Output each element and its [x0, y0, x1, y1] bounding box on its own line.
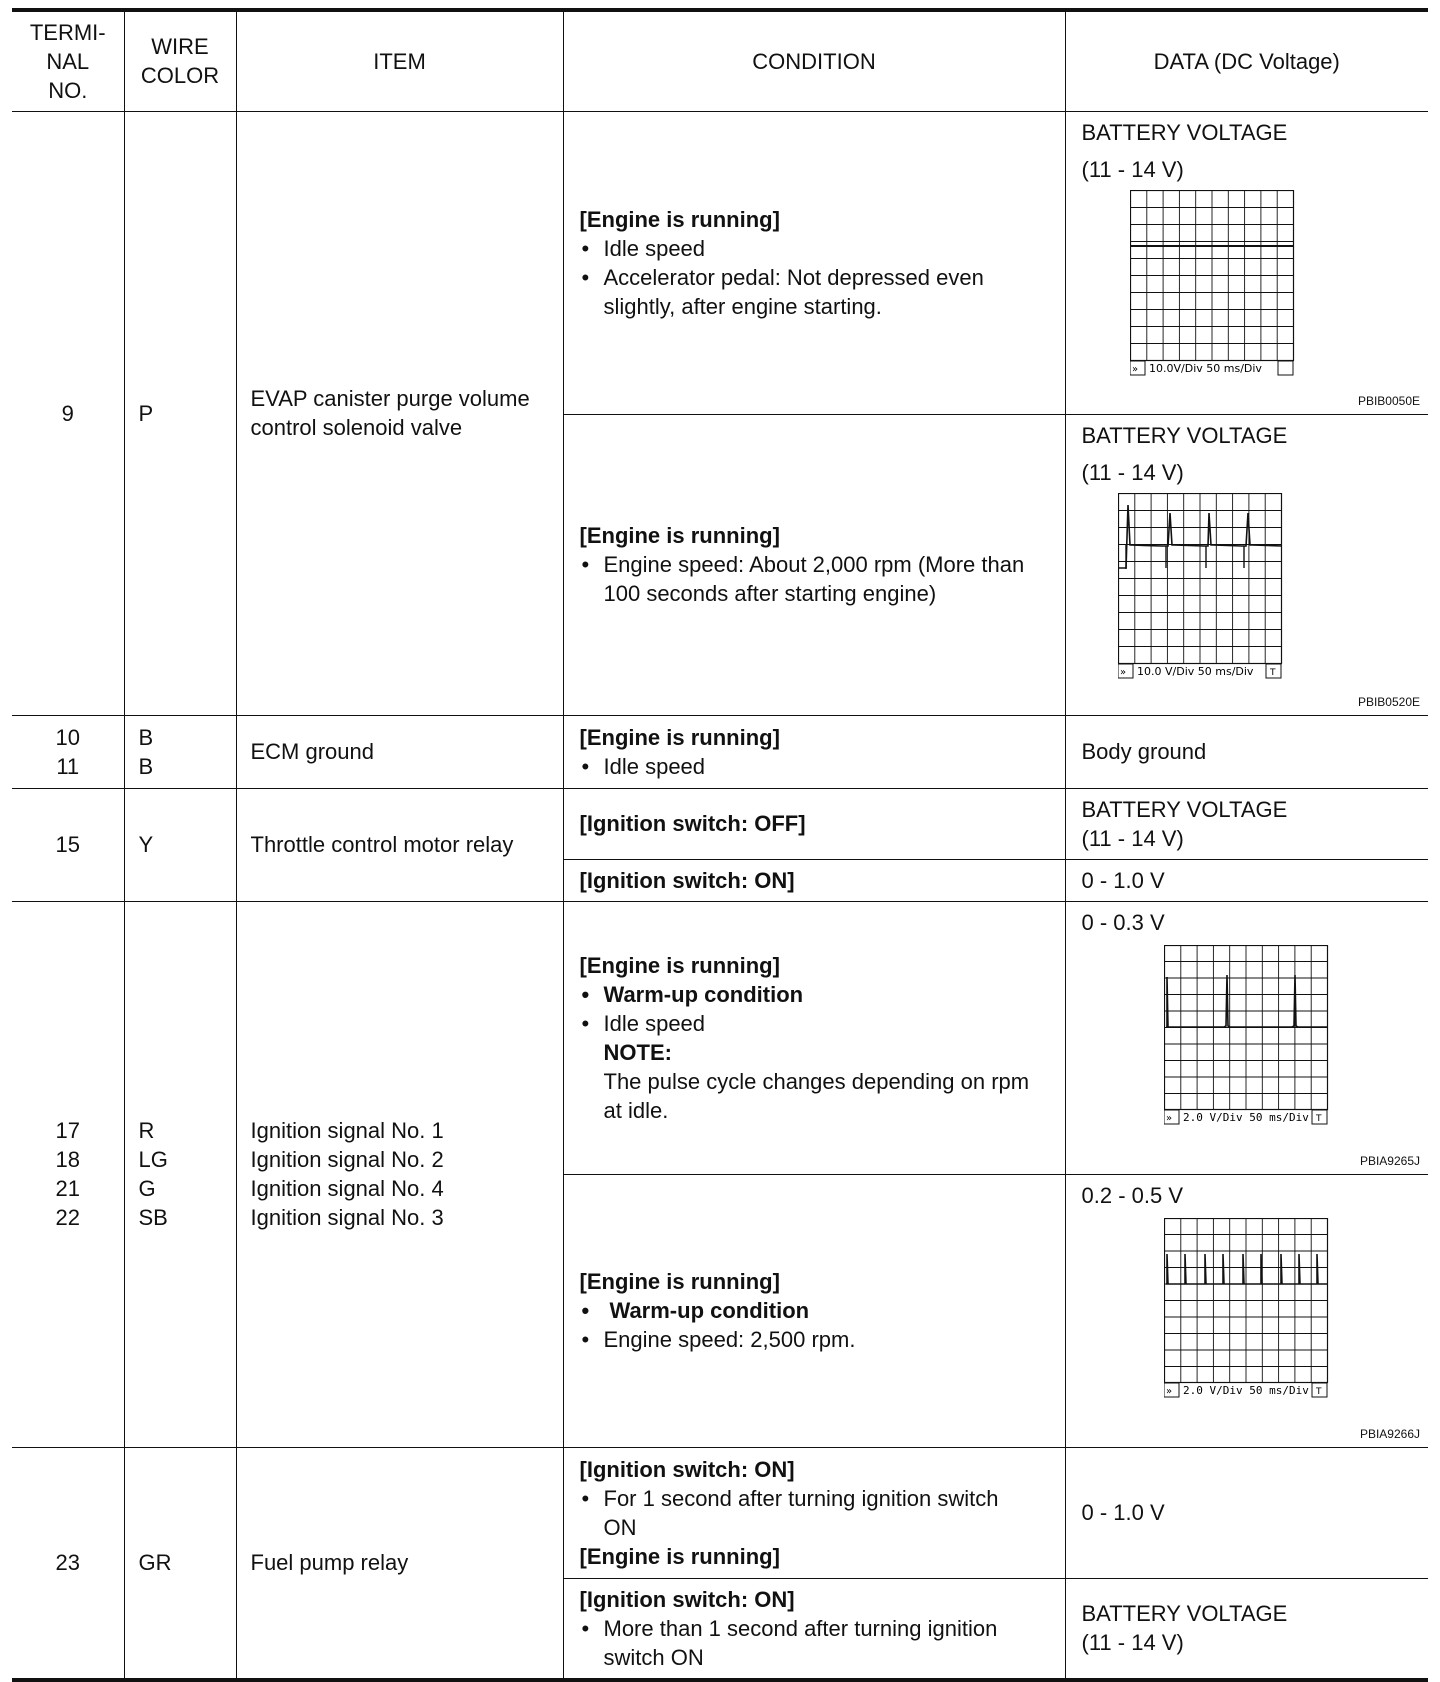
wire-cell: Y [124, 788, 236, 901]
svg-text:2.0 V/Div 50 ms/Div: 2.0 V/Div 50 ms/Div [1182, 1383, 1309, 1397]
terminal-cell [12, 715, 124, 788]
condition-list [580, 550, 1053, 608]
wire-color: LG [138, 1147, 168, 1172]
svg-text:T: T [1315, 1113, 1321, 1124]
header-terminal-line: NAL [46, 48, 90, 74]
condition-item: • Warm-up condition [580, 1296, 1053, 1325]
condition-item [580, 550, 1053, 608]
data-cell [1065, 1174, 1428, 1447]
svg-text:10.0 V/Div 50 ms/Div: 10.0 V/Div 50 ms/Div [1136, 664, 1253, 678]
condition-item: • Idle speed [580, 752, 1053, 781]
condition-cell [563, 1174, 1065, 1447]
terminal-spec-table [12, 8, 1428, 1682]
svg-text:T: T [1269, 667, 1275, 678]
item-cell: Fuel pump relay [236, 1447, 563, 1680]
oscilloscope-ignition-2500rpm [1164, 1218, 1332, 1402]
item-cell: ECM ground [236, 715, 563, 788]
condition-heading: [Ignition switch: OFF] [579, 811, 806, 836]
wire-cell: GR [124, 1447, 236, 1680]
wire-color: SB [138, 1205, 168, 1230]
condition-heading: [Engine is running] [579, 1543, 780, 1569]
data-value: (11 - 14 V) [1081, 825, 1184, 851]
wire-color: B [138, 724, 154, 750]
svg-text:»: » [1131, 363, 1138, 375]
data-cell [1065, 1578, 1428, 1680]
data-value: 0.2 - 0.5 V [1081, 1182, 1184, 1208]
terminal-cell: 9 [12, 111, 124, 715]
figure-id: PBIB0050E [1357, 393, 1420, 408]
data-cell [1065, 111, 1428, 414]
condition-cell [563, 788, 1065, 859]
header-terminal-line: TERMI- [29, 19, 106, 45]
figure-id: PBIB0520E [1357, 694, 1420, 709]
oscilloscope-waveform [1130, 190, 1421, 378]
note-line: The pulse cycle changes depending on rpm [603, 1068, 1030, 1094]
data-cell [1065, 788, 1428, 859]
figure-id: PBIA9265J [1359, 1153, 1420, 1168]
condition-item [580, 1614, 1053, 1672]
note-line: at idle. [603, 1097, 669, 1123]
header-wire-line: WIRE [151, 34, 209, 60]
condition-cell [563, 414, 1065, 715]
condition-item [580, 1009, 1053, 1125]
header-item: ITEM [236, 10, 563, 111]
data-value: BATTERY VOLTAGE [1081, 422, 1288, 448]
item-line: Ignition signal No. 2 [250, 1147, 444, 1172]
condition-heading: [Ignition switch: ON] [579, 1586, 795, 1612]
condition-heading: [Ignition switch: ON] [579, 1456, 795, 1482]
condition-item [580, 263, 1053, 321]
oscilloscope-waveform [1118, 493, 1421, 681]
svg-text:2.0 V/Div 50 ms/Div: 2.0 V/Div 50 ms/Div [1182, 1110, 1309, 1124]
item-line: Ignition signal No. 3 [250, 1205, 444, 1230]
item-cell [236, 111, 563, 715]
condition-list [580, 980, 1053, 1125]
table-row [12, 111, 1428, 414]
data-cell [1065, 901, 1428, 1174]
condition-line: • More than 1 second after turning ignition [603, 1615, 998, 1641]
condition-cell [563, 901, 1065, 1174]
header-wire-line: COLOR [140, 63, 220, 89]
condition-list [580, 234, 1053, 321]
header-data: DATA (DC Voltage) [1065, 10, 1428, 111]
note-heading: NOTE: [603, 1039, 672, 1065]
svg-text:»: » [1165, 1112, 1172, 1124]
item-line: control solenoid valve [250, 415, 463, 440]
condition-cell [563, 715, 1065, 788]
data-value: (11 - 14 V) [1081, 1630, 1184, 1655]
data-value: BATTERY VOLTAGE [1081, 1601, 1288, 1626]
table-row [12, 788, 1428, 859]
wire-color: G [138, 1176, 156, 1201]
header-condition: CONDITION [563, 10, 1065, 111]
data-cell: Body ground [1065, 715, 1428, 788]
oscilloscope-waveform [1164, 945, 1421, 1129]
oscilloscope-idle [1130, 190, 1298, 378]
wire-cell [124, 901, 236, 1447]
condition-item: • Idle speed [580, 234, 1053, 263]
condition-cell [563, 111, 1065, 414]
item-line: Ignition signal No. 1 [250, 1118, 444, 1143]
svg-text:»: » [1165, 1385, 1172, 1397]
terminal-number: 10 [55, 724, 80, 750]
condition-heading: [Engine is running] [579, 523, 780, 548]
condition-item: • Warm-up condition [580, 980, 1053, 1009]
table-row [12, 901, 1428, 1174]
condition-cell [563, 1578, 1065, 1680]
terminal-cell [12, 901, 124, 1447]
header-row [12, 10, 1428, 111]
condition-item: • Engine speed: 2,500 rpm. [580, 1325, 1053, 1354]
oscilloscope-2000rpm [1118, 493, 1286, 681]
header-terminal-line: NO. [48, 77, 88, 103]
figure-id: PBIA9266J [1359, 1426, 1420, 1441]
condition-cell [563, 859, 1065, 901]
svg-text:10.0V/Div 50 ms/Div: 10.0V/Div 50 ms/Div [1148, 361, 1262, 375]
data-value: (11 - 14 V) [1081, 459, 1184, 485]
wire-color: B [138, 753, 154, 779]
header-wire [124, 10, 236, 111]
condition-heading: [Engine is running] [579, 1269, 780, 1294]
item-cell: Throttle control motor relay [236, 788, 563, 901]
condition-heading: [Ignition switch: ON] [579, 867, 795, 893]
data-value: BATTERY VOLTAGE [1081, 796, 1288, 822]
data-cell [1065, 414, 1428, 715]
table-row [12, 1447, 1428, 1578]
data-cell: 0 - 1.0 V [1065, 859, 1428, 901]
condition-list [580, 752, 1053, 781]
item-cell [236, 901, 563, 1447]
oscilloscope-waveform [1164, 1218, 1421, 1402]
svg-text:»: » [1119, 666, 1126, 678]
condition-line: 100 seconds after starting engine) [603, 581, 937, 606]
condition-list [580, 1296, 1053, 1354]
wire-color: R [138, 1118, 155, 1143]
condition-list [580, 1614, 1053, 1672]
svg-text:T: T [1315, 1386, 1321, 1397]
condition-list [580, 1484, 1053, 1542]
data-cell: 0 - 1.0 V [1065, 1447, 1428, 1578]
condition-line: • Engine speed: About 2,000 rpm (More than [603, 552, 1025, 577]
condition-line: switch ON [603, 1644, 704, 1670]
item-line: EVAP canister purge volume [250, 386, 530, 411]
terminal-number: 11 [56, 753, 80, 779]
condition-line: • Accelerator pedal: Not depressed even [603, 264, 984, 290]
condition-line: slightly, after engine starting. [603, 293, 882, 319]
data-value: (11 - 14 V) [1081, 156, 1184, 182]
terminal-number: 22 [55, 1205, 80, 1230]
wire-cell [124, 715, 236, 788]
data-value: 0 - 0.3 V [1081, 909, 1165, 935]
item-line: Ignition signal No. 4 [250, 1176, 444, 1201]
terminal-cell: 15 [12, 788, 124, 901]
condition-line: • For 1 second after turning ignition switch [603, 1485, 999, 1511]
oscilloscope-ignition-idle [1164, 945, 1332, 1129]
data-value: BATTERY VOLTAGE [1081, 119, 1288, 145]
terminal-number: 18 [55, 1147, 80, 1172]
table-row [12, 715, 1428, 788]
condition-item [580, 1484, 1053, 1542]
condition-line: ON [603, 1514, 637, 1540]
header-terminal [12, 10, 124, 111]
terminal-cell: 23 [12, 1447, 124, 1680]
wire-cell: P [124, 111, 236, 715]
terminal-number: 21 [55, 1176, 80, 1201]
condition-heading: [Engine is running] [579, 206, 780, 232]
condition-heading: [Engine is running] [579, 724, 780, 750]
condition-heading: [Engine is running] [579, 952, 780, 978]
condition-line: • Idle speed [603, 1010, 706, 1036]
condition-cell [563, 1447, 1065, 1578]
spec-page [12, 8, 1428, 1672]
terminal-number: 17 [55, 1118, 80, 1143]
